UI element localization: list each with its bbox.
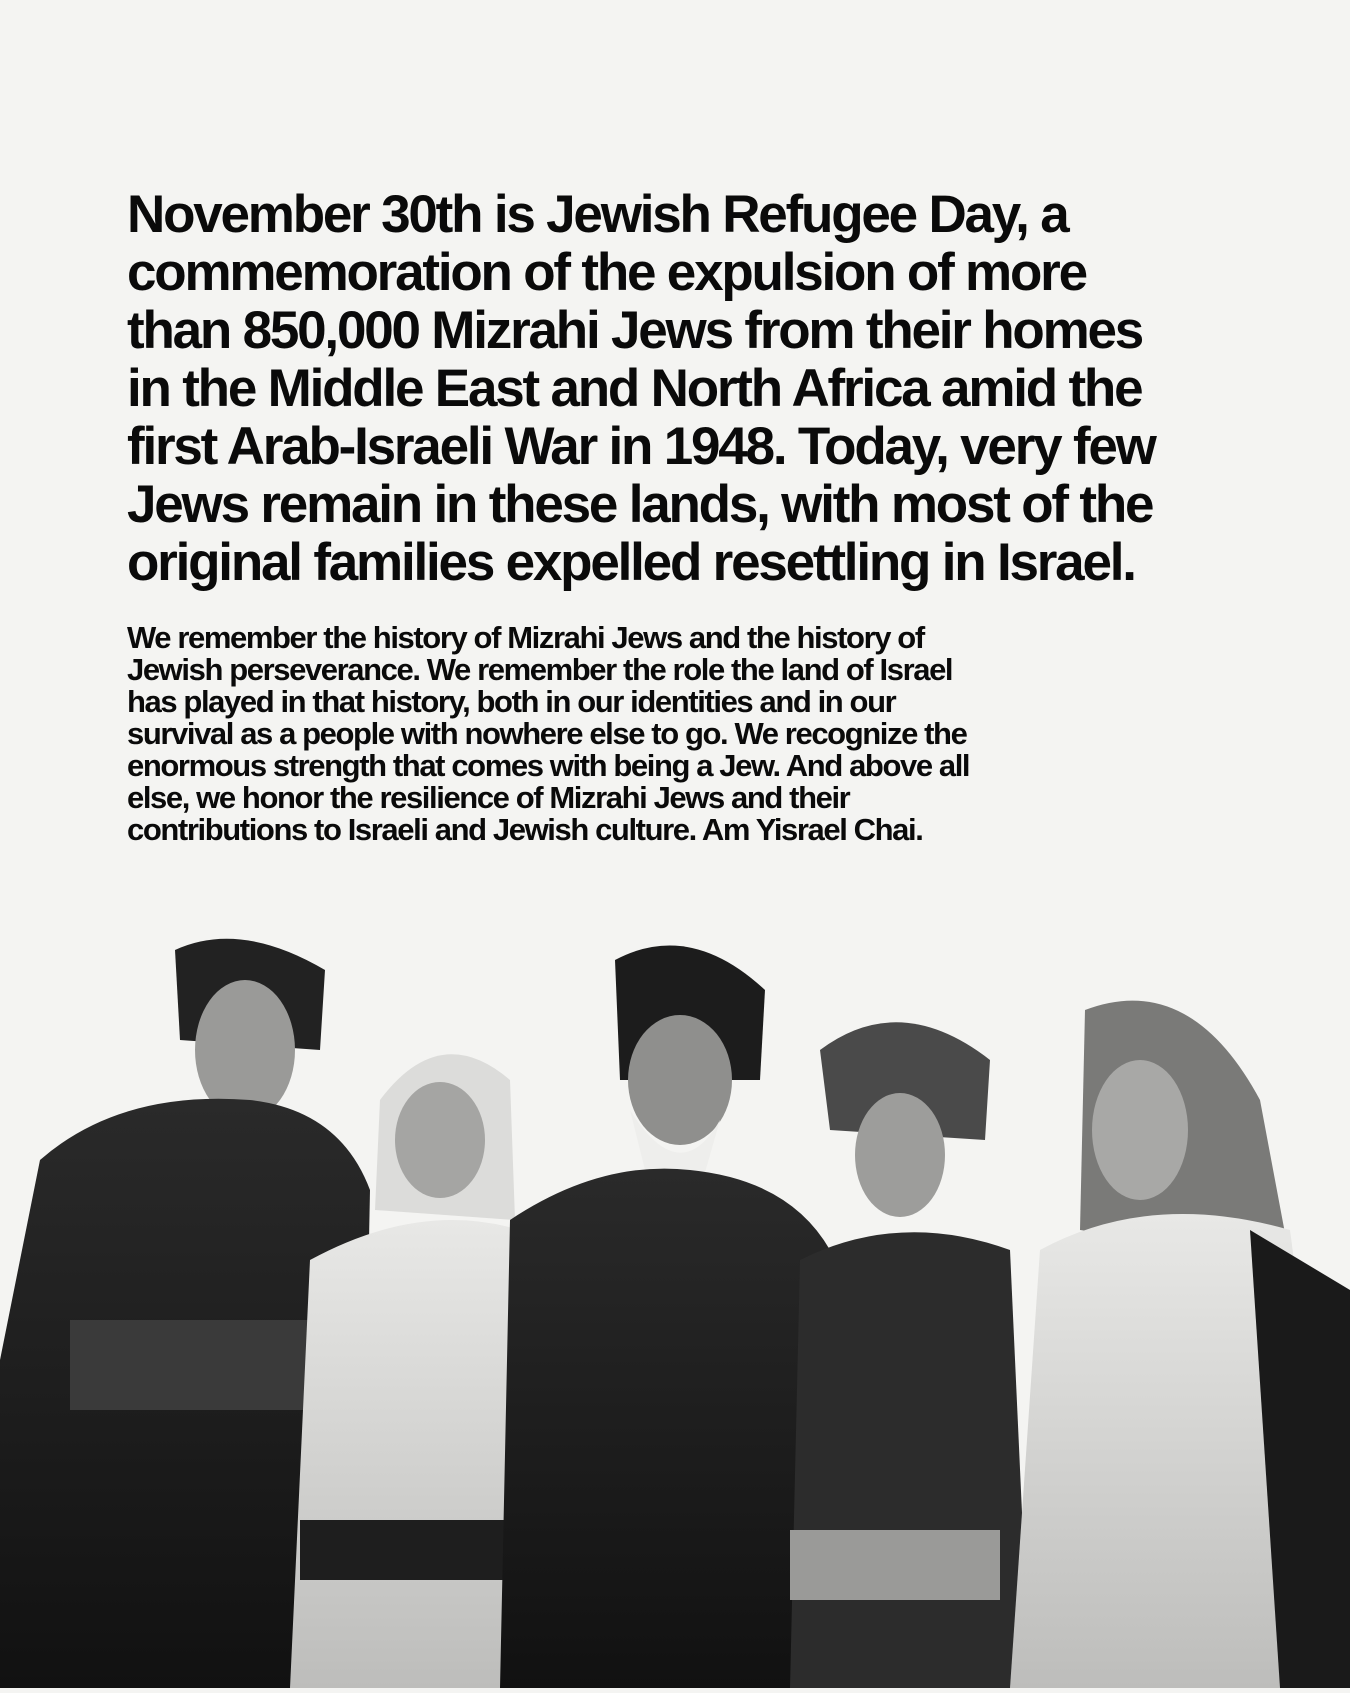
body-line: has played in that history, both in our identities and in our (127, 684, 896, 719)
body-line: We remember the history of Mizrahi Jews and the history of (127, 620, 924, 655)
body-line: Jewish perseverance. We remember the role the land of Israel (127, 652, 953, 687)
headline-line: first Arab-Israeli War in 1948. Today, very few (127, 417, 1155, 476)
body-line: contributions to Israeli and Jewish culture. Am Yisrael Chai. (127, 812, 923, 847)
headline-line: original families expelled resettling in Israel. (127, 533, 1135, 592)
headline-line: than 850,000 Mizrahi Jews from their homes (127, 301, 1143, 360)
body-line: else, we honor the resilience of Mizrahi Jews and their (127, 780, 850, 815)
body-line: enormous strength that comes with being a Jew. And above all (127, 748, 970, 783)
person-5 (1010, 1001, 1350, 1688)
headline-line: November 30th is Jewish Refugee Day, a (127, 185, 1068, 244)
person-3 (500, 945, 830, 1688)
person-4 (790, 1022, 1030, 1688)
body-paragraph (127, 622, 969, 846)
headline-line: commemoration of the expulsion of more (127, 243, 1086, 302)
headline (127, 186, 1155, 592)
group-portrait-photo (0, 930, 1350, 1688)
headline-line: in the Middle East and North Africa amid the (127, 359, 1142, 418)
body-line: survival as a people with nowhere else to go. We recognize the (127, 716, 967, 751)
headline-line: Jews remain in these lands, with most of the (127, 475, 1153, 534)
